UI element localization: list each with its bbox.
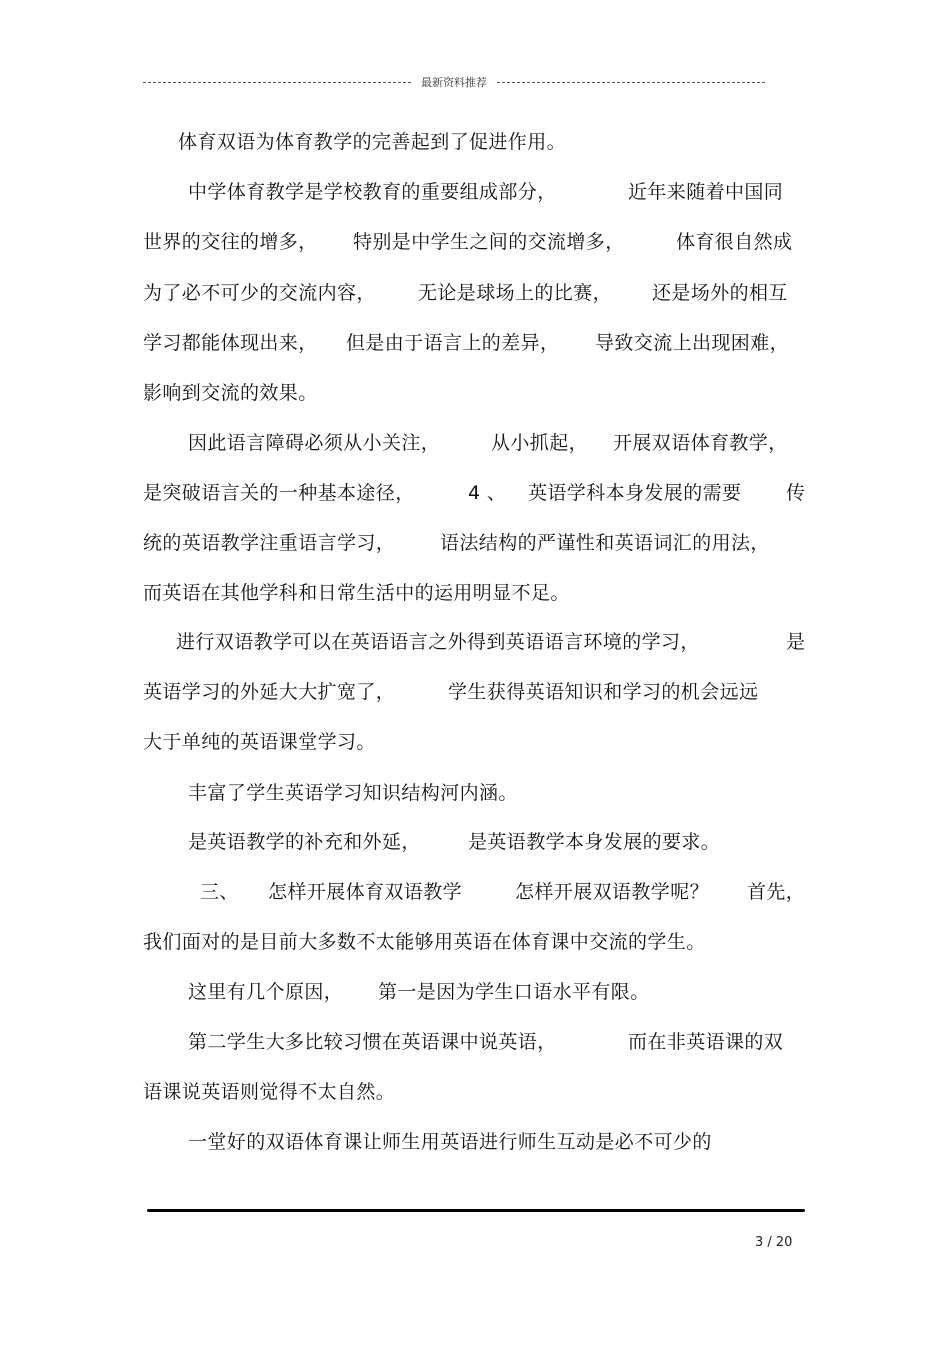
text-segment: 大于单纯的英语课堂学习。: [143, 731, 376, 753]
text-segment: 这里有几个原因，: [188, 981, 344, 1003]
text-segment: 语课说英语则觉得不太自然。: [143, 1081, 396, 1103]
page-header: [143, 72, 765, 92]
header-rule-right: [497, 82, 765, 83]
text-segment: 语法结构的严谨性和英语词汇的用法，: [440, 532, 770, 554]
text-segment: 4 、: [468, 482, 507, 504]
text-segment: 进行双语教学可以在英语语言之外得到英语语言环境的学习，: [176, 631, 700, 653]
text-segment: 还是场外的相互: [652, 282, 788, 304]
text-segment: 传: [786, 482, 806, 504]
text-segment: 英语学习的外延大大扩宽了，: [143, 681, 396, 703]
text-segment: 近年来随着中国同: [628, 181, 784, 203]
text-segment: 为了必不可少的交流内容，: [143, 282, 376, 304]
text-segment: 但是由于语言上的差异，: [346, 332, 560, 354]
text-segment: 无论是球场上的比赛，: [418, 282, 613, 304]
text-segment: 学生获得英语知识和学习的机会远远: [448, 681, 759, 703]
text-segment: 体育双语为体育教学的完善起到了促进作用。: [178, 131, 567, 153]
text-segment: 第二学生大多比较习惯在英语课中说英语，: [188, 1031, 557, 1053]
text-segment: 英语学科本身发展的需要: [528, 482, 742, 504]
header-title: 最新资料推荐: [421, 76, 487, 89]
text-segment: 中学体育教学是学校教育的重要组成部分，: [188, 181, 557, 203]
text-segment: 而英语在其他学科和日常生活中的运用明显不足。: [143, 582, 570, 604]
text-segment: 导致交流上出现困难，: [595, 332, 790, 354]
text-segment: 我们面对的是目前大多数不太能够用英语在体育课中交流的学生。: [143, 931, 706, 953]
text-segment: 第一是因为学生口语水平有限。: [378, 981, 650, 1003]
text-segment: 因此语言障碍必须从小关注，: [188, 432, 441, 454]
text-segment: 学习都能体现出来，: [143, 332, 318, 354]
text-segment: 首先，: [747, 881, 806, 903]
footer-rule: [147, 1209, 805, 1212]
text-segment: 统的英语教学注重语言学习，: [143, 532, 396, 554]
text-segment: 一堂好的双语体育课让师生用英语进行师生互动是必不可少的: [188, 1131, 712, 1153]
text-line: [0, 1129, 712, 1207]
text-segment: 怎样开展体育双语教学: [268, 881, 463, 903]
text-segment: 影响到交流的效果。: [143, 382, 318, 404]
text-segment: 而在非英语课的双: [628, 1031, 784, 1053]
text-segment: 体育很自然成: [676, 231, 793, 253]
text-segment: 丰富了学生英语学习知识结构河内涵。: [188, 782, 518, 804]
text-segment: 开展双语体育教学，: [613, 432, 788, 454]
text-segment: 是: [786, 631, 806, 653]
text-segment: 世界的交往的增多，: [143, 231, 318, 253]
text-segment: 是英语教学本身发展的要求。: [468, 831, 721, 853]
text-segment: 是英语教学的补充和外延，: [188, 831, 421, 853]
header-rule-left: [143, 82, 411, 83]
text-segment: 怎样开展双语教学呢？: [515, 881, 710, 903]
text-segment: 三、: [200, 881, 239, 903]
page-number: 3 / 20: [755, 1235, 793, 1250]
text-segment: 是突破语言关的一种基本途径，: [143, 482, 415, 504]
text-segment: 特别是中学生之间的交流增多，: [353, 231, 625, 253]
text-segment: 从小抓起，: [491, 432, 589, 454]
